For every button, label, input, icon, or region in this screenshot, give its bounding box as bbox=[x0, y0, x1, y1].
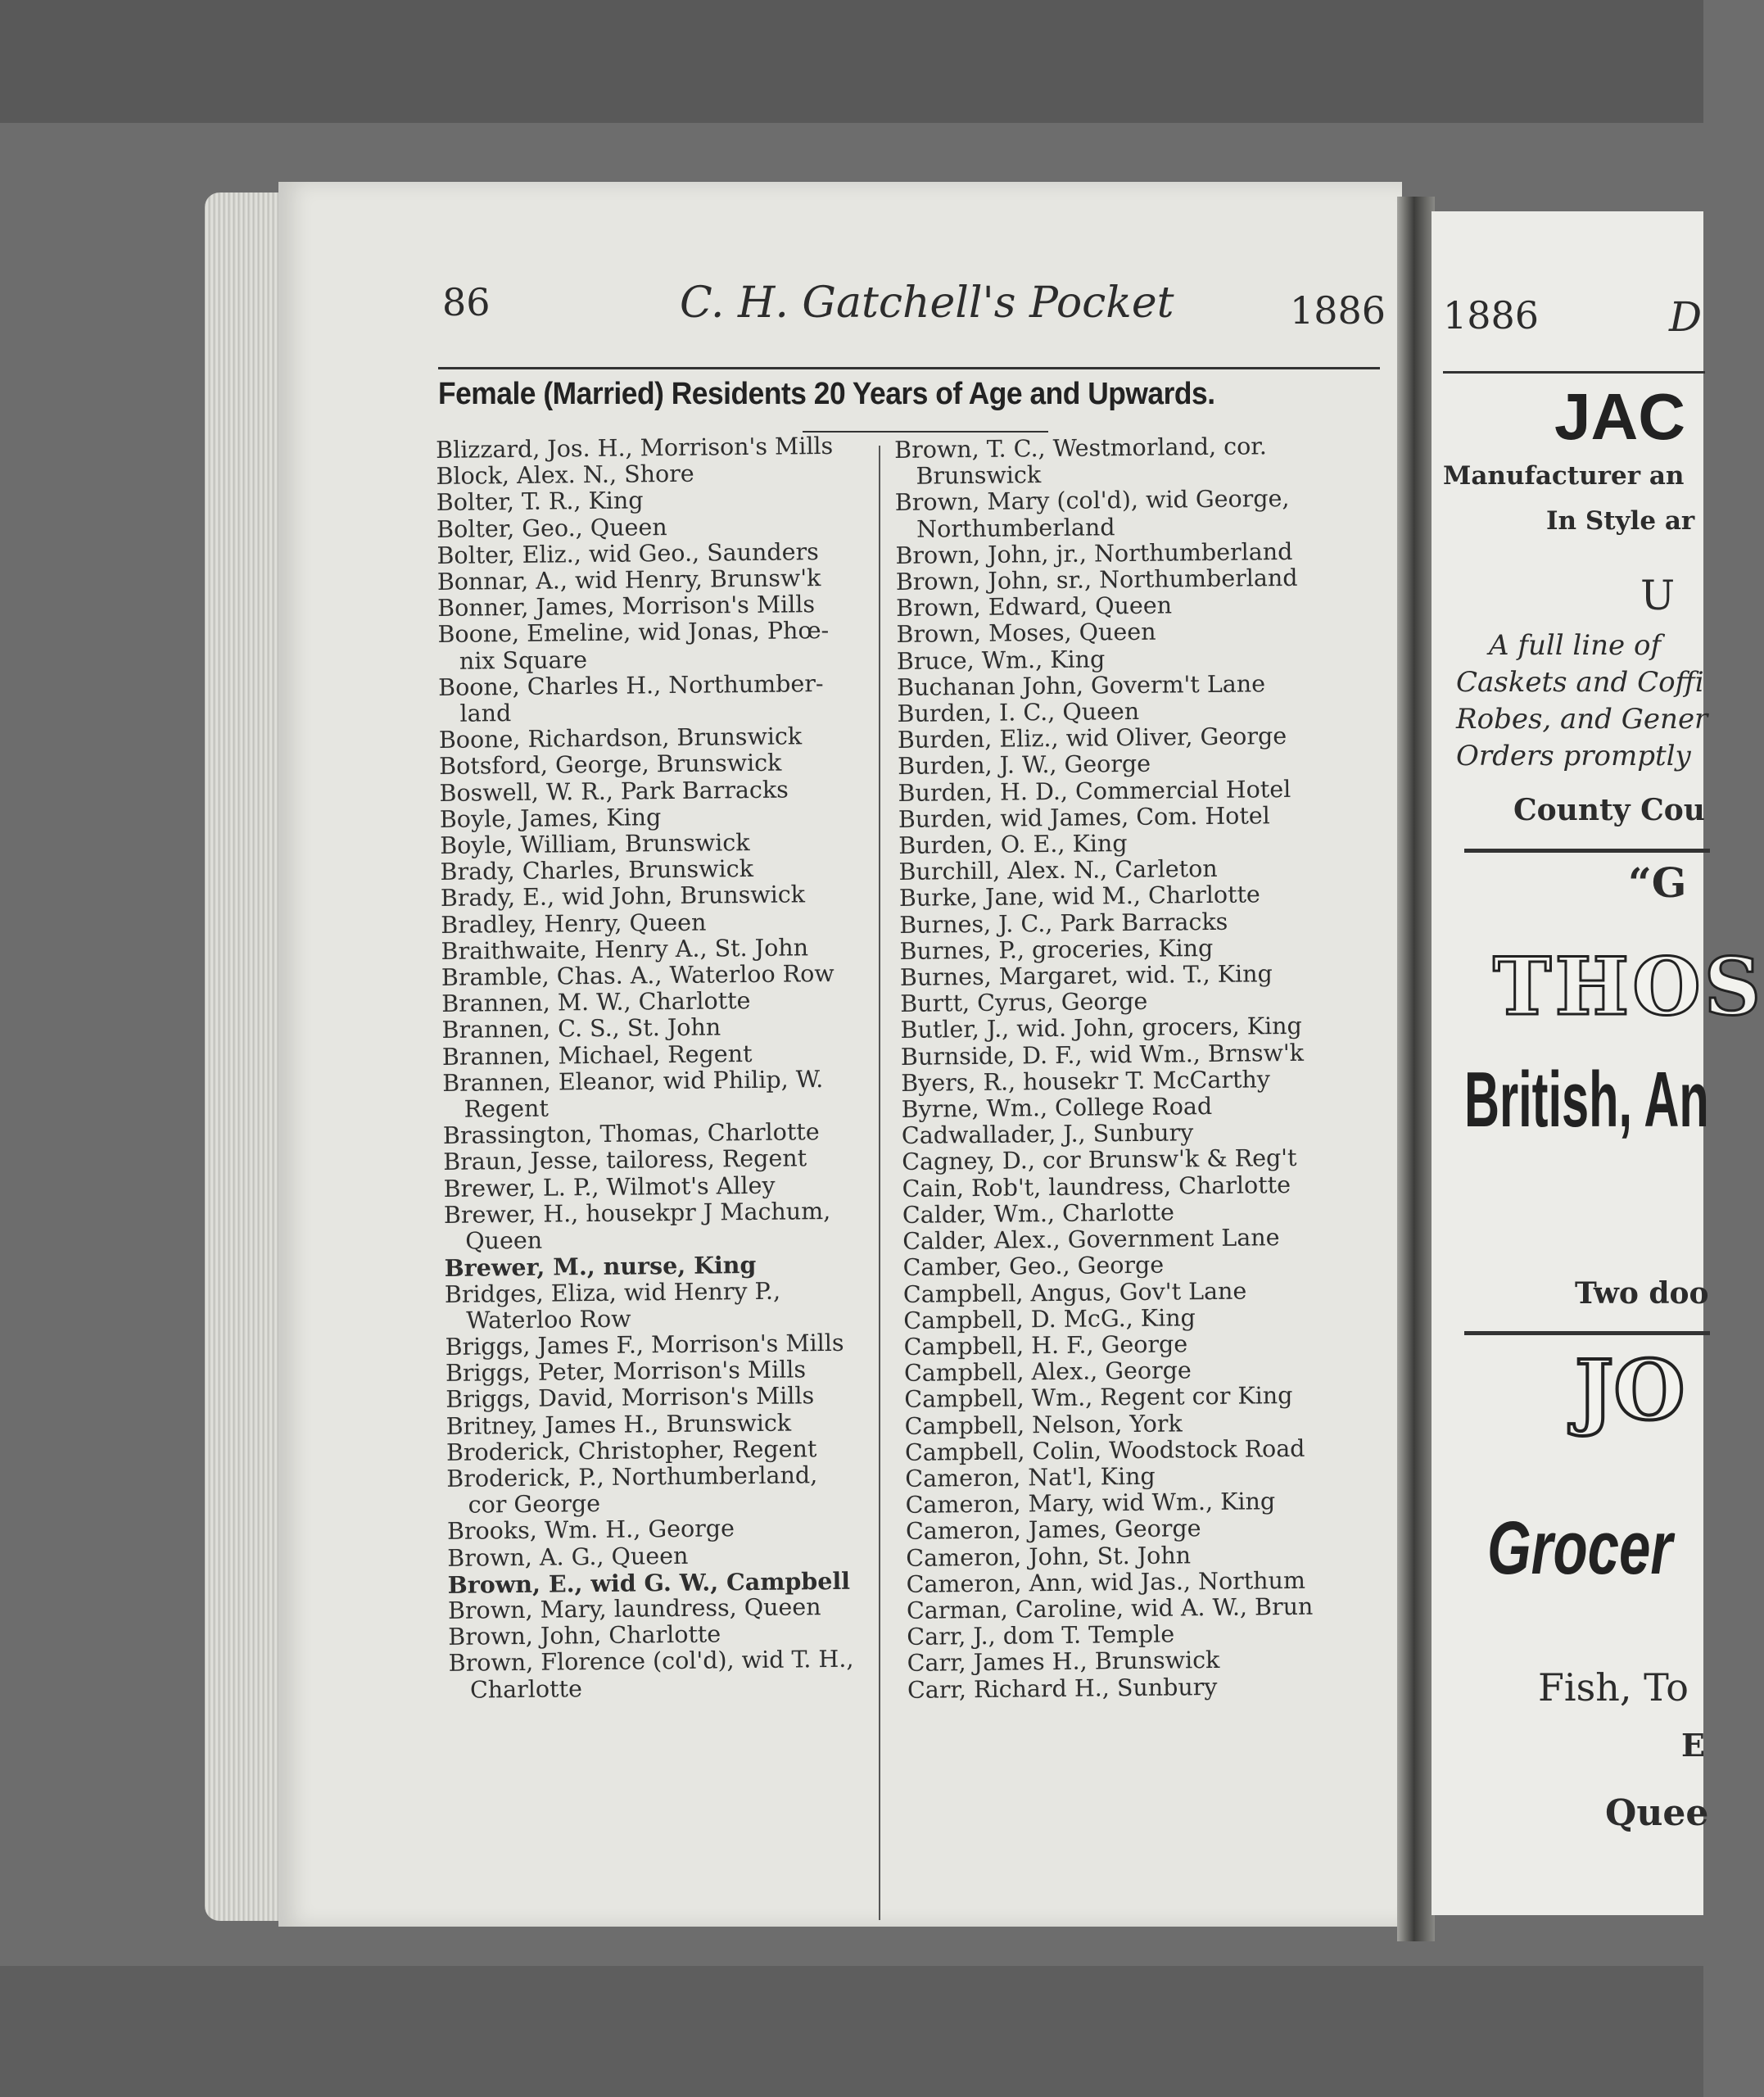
list-item: Campbell, Wm., Regent cor King bbox=[904, 1382, 1293, 1414]
ad-line-two-doo: Two doo bbox=[1575, 1276, 1709, 1311]
list-item: Bruce, Wm., King bbox=[896, 645, 1106, 675]
ad-line-robes: Robes, and Gener bbox=[1456, 703, 1708, 736]
ad-line-in-style: In Style ar bbox=[1546, 506, 1695, 536]
list-item: Cameron, John, St. John bbox=[906, 1541, 1192, 1572]
ad-headline-grocer: Grocer bbox=[1487, 1506, 1673, 1590]
list-item: Cadwallader, J., Sunbury bbox=[901, 1119, 1194, 1150]
list-item: Bolter, Geo., Queen bbox=[436, 513, 667, 543]
ad-divider bbox=[1464, 849, 1710, 853]
list-item: Burden, J. W., George bbox=[898, 750, 1151, 781]
residents-column-left bbox=[436, 433, 907, 1704]
list-item: Brown, Moses, Queen bbox=[896, 618, 1156, 649]
list-item-continuation: Waterloo Row bbox=[466, 1305, 631, 1334]
list-item: Brown, Mary (col'd), wid George, bbox=[894, 485, 1290, 517]
ad-line-caskets: Caskets and Coffi bbox=[1456, 666, 1704, 699]
list-item: Carr, Richard H., Sunbury bbox=[907, 1673, 1218, 1704]
list-item: Broderick, Christopher, Regent bbox=[446, 1434, 817, 1466]
list-item: Brady, E., wid John, Brunswick bbox=[440, 881, 806, 913]
list-item: Brannen, Eleanor, wid Philip, W. bbox=[442, 1065, 824, 1097]
list-item: Brady, Charles, Brunswick bbox=[440, 855, 754, 886]
list-item: Brown, A. G., Queen bbox=[447, 1542, 689, 1572]
list-item-continuation: Northumberland bbox=[916, 513, 1115, 543]
list-item: Cagney, D., cor Brunsw'k & Reg't bbox=[902, 1144, 1297, 1176]
list-item: Burnes, P., groceries, King bbox=[899, 934, 1214, 965]
list-item: Boswell, W. R., Park Barracks bbox=[439, 776, 789, 807]
ad-line-e: E bbox=[1681, 1727, 1705, 1764]
list-item: Brewer, M., nurse, King bbox=[444, 1251, 757, 1283]
ad-line-county: County Cou bbox=[1513, 793, 1705, 827]
list-item: Carr, James H., Brunswick bbox=[907, 1646, 1220, 1678]
list-item: Braithwaite, Henry A., St. John bbox=[441, 934, 809, 965]
left-page bbox=[278, 182, 1402, 1927]
list-item: Campbell, D. McG., King bbox=[903, 1303, 1196, 1334]
list-item: Cameron, Nat'l, King bbox=[905, 1462, 1156, 1492]
list-item: Block, Alex. N., Shore bbox=[436, 460, 694, 491]
list-item-continuation: cor George bbox=[468, 1490, 601, 1519]
list-item: Carr, J., dom T. Temple bbox=[907, 1620, 1175, 1651]
list-item: Brassington, Thomas, Charlotte bbox=[442, 1118, 820, 1150]
list-item: Britney, James H., Brunswick bbox=[446, 1409, 792, 1440]
list-item: Burchill, Alex. N., Carleton bbox=[898, 855, 1218, 886]
list-item: Byers, R., housekr T. McCarthy bbox=[901, 1066, 1271, 1097]
list-item: Briggs, Peter, Morrison's Mills bbox=[445, 1356, 807, 1388]
list-item: Buchanan John, Goverm't Lane bbox=[897, 670, 1266, 701]
list-item: Brewer, H., housekpr J Machum, bbox=[443, 1197, 831, 1229]
ad-divider bbox=[1464, 1331, 1710, 1335]
list-item-continuation: nix Square bbox=[459, 645, 588, 675]
list-item-continuation: land bbox=[459, 700, 512, 727]
list-item: Brown, Mary, laundress, Queen bbox=[447, 1593, 821, 1624]
list-item: Bramble, Chas. A., Waterloo Row bbox=[441, 960, 835, 992]
list-item: Burden, O. E., King bbox=[898, 830, 1128, 860]
list-item: Botsford, George, Brunswick bbox=[439, 750, 782, 781]
ad-headline-jo: JO bbox=[1575, 1342, 1685, 1438]
list-item: Cameron, Mary, wid Wm., King bbox=[905, 1488, 1276, 1520]
list-item: Camber, Geo., George bbox=[902, 1251, 1165, 1282]
list-item: Briggs, James F., Morrison's Mills bbox=[445, 1329, 844, 1361]
right-page-corner-letter: D bbox=[1669, 293, 1703, 341]
list-item: Brown, John, jr., Northumberland bbox=[895, 537, 1293, 569]
list-item: Brannen, M. W., Charlotte bbox=[441, 987, 751, 1018]
list-item: Campbell, Colin, Woodstock Road bbox=[904, 1434, 1305, 1466]
list-item: Carman, Caroline, wid A. W., Brun bbox=[906, 1592, 1314, 1624]
list-item: Campbell, Alex., George bbox=[903, 1356, 1192, 1388]
list-item: Bridges, Eliza, wid Henry P., bbox=[444, 1277, 781, 1308]
list-item: Briggs, David, Morrison's Mills bbox=[446, 1382, 815, 1414]
list-item: Bolter, T. R., King bbox=[436, 487, 644, 517]
list-item: Bradley, Henry, Queen bbox=[441, 908, 707, 939]
backdrop-bottom bbox=[0, 1966, 1703, 2097]
list-item: Cain, Rob't, laundress, Charlotte bbox=[902, 1171, 1291, 1202]
list-item: Braun, Jesse, tailoress, Regent bbox=[443, 1144, 807, 1176]
list-item-continuation: Charlotte bbox=[469, 1674, 583, 1704]
heading-underline bbox=[803, 431, 1048, 433]
list-item-continuation: Brunswick bbox=[916, 461, 1042, 490]
header-rule bbox=[438, 367, 1380, 369]
ad-headline-jac: JAC bbox=[1554, 380, 1686, 453]
list-item: Burden, H. D., Commercial Hotel bbox=[898, 775, 1291, 807]
page-number: 86 bbox=[442, 280, 491, 324]
list-item: Brown, T. C., Westmorland, cor. bbox=[893, 433, 1268, 464]
running-title: C. H. Gatchell's Pocket bbox=[680, 279, 1174, 328]
section-heading: Female (Married) Residents 20 Years of Age and Upwards. bbox=[438, 377, 1215, 411]
ad-line-orders: Orders promptly bbox=[1456, 740, 1691, 772]
right-page-year: 1886 bbox=[1443, 293, 1540, 337]
list-item-continuation: Queen bbox=[465, 1226, 543, 1255]
list-item: Brown, John, Charlotte bbox=[448, 1620, 721, 1651]
ad-headline-british: British, An bbox=[1464, 1056, 1709, 1144]
list-item: Campbell, Nelson, York bbox=[904, 1409, 1183, 1440]
right-page bbox=[1432, 211, 1764, 1915]
list-item: Boone, Charles H., Northumber- bbox=[438, 669, 824, 701]
book-gutter bbox=[1397, 197, 1435, 1941]
list-item: Campbell, H. F., George bbox=[903, 1330, 1188, 1361]
list-item: Cameron, James, George bbox=[905, 1515, 1201, 1546]
list-item: Brannen, Michael, Regent bbox=[441, 1039, 753, 1071]
list-item: Bonnar, A., wid Henry, Brunsw'k bbox=[436, 564, 821, 596]
list-item: Burden, Eliz., wid Oliver, George bbox=[897, 722, 1287, 754]
list-item: Burnes, Margaret, wid. T., King bbox=[899, 960, 1273, 992]
list-item: Brown, E., wid G. W., Campbell bbox=[447, 1566, 851, 1599]
list-item-continuation: Regent bbox=[464, 1094, 550, 1123]
list-item: Burden, I. C., Queen bbox=[897, 697, 1140, 728]
list-item: Boone, Emeline, wid Jonas, Phœ- bbox=[437, 617, 830, 649]
list-item: Calder, Wm., Charlotte bbox=[902, 1198, 1175, 1229]
right-header-rule bbox=[1443, 371, 1705, 374]
residents-column-right bbox=[894, 433, 1366, 1704]
list-item: Burtt, Cyrus, George bbox=[900, 988, 1148, 1018]
list-item: Burnes, J. C., Park Barracks bbox=[899, 908, 1228, 939]
ad-line-manufacturer: Manufacturer an bbox=[1443, 461, 1685, 491]
list-item: Burnside, D. F., wid Wm., Brnsw'k bbox=[900, 1039, 1305, 1071]
list-item: Boyle, William, Brunswick bbox=[440, 829, 750, 860]
running-year: 1886 bbox=[1290, 288, 1386, 333]
backdrop-top bbox=[0, 0, 1703, 123]
list-item: Butler, J., wid. John, grocers, King bbox=[900, 1012, 1302, 1044]
list-item: Brooks, Wm. H., George bbox=[446, 1515, 735, 1546]
ad-line-u: U bbox=[1640, 572, 1680, 619]
list-item: Boyle, James, King bbox=[439, 803, 662, 833]
ad-line-fish: Fish, To bbox=[1538, 1665, 1689, 1710]
list-item: Burden, wid James, Com. Hotel bbox=[898, 802, 1270, 833]
list-item: Cameron, Ann, wid Jas., Northum bbox=[906, 1566, 1306, 1598]
list-item: Bolter, Eliz., wid Geo., Saunders bbox=[436, 537, 819, 569]
ad-line-quee: Quee bbox=[1605, 1792, 1709, 1834]
list-item: Brown, Florence (col'd), wid T. H., bbox=[448, 1646, 854, 1678]
list-item: Brannen, C. S., St. John bbox=[441, 1013, 721, 1044]
list-item: Brown, John, sr., Northumberland bbox=[895, 564, 1298, 596]
ad-line-quote: “G bbox=[1628, 858, 1687, 907]
list-item: Byrne, Wm., College Road bbox=[901, 1093, 1213, 1124]
list-item: Blizzard, Jos. H., Morrison's Mills bbox=[435, 432, 834, 464]
list-item: Brown, Edward, Queen bbox=[896, 591, 1173, 623]
ad-line-full-line: A full line of bbox=[1489, 629, 1662, 662]
list-item: Bonner, James, Morrison's Mills bbox=[437, 591, 816, 623]
list-item: Campbell, Angus, Gov't Lane bbox=[902, 1277, 1247, 1308]
list-item: Broderick, P., Northumberland, bbox=[446, 1461, 818, 1492]
list-item: Burke, Jane, wid M., Charlotte bbox=[898, 881, 1260, 913]
list-item: Boone, Richardson, Brunswick bbox=[438, 722, 803, 754]
ad-headline-thos: THOS bbox=[1493, 940, 1764, 1033]
list-item: Calder, Alex., Government Lane bbox=[902, 1224, 1280, 1256]
list-item: Brewer, L. P., Wilmot's Alley bbox=[443, 1171, 776, 1202]
